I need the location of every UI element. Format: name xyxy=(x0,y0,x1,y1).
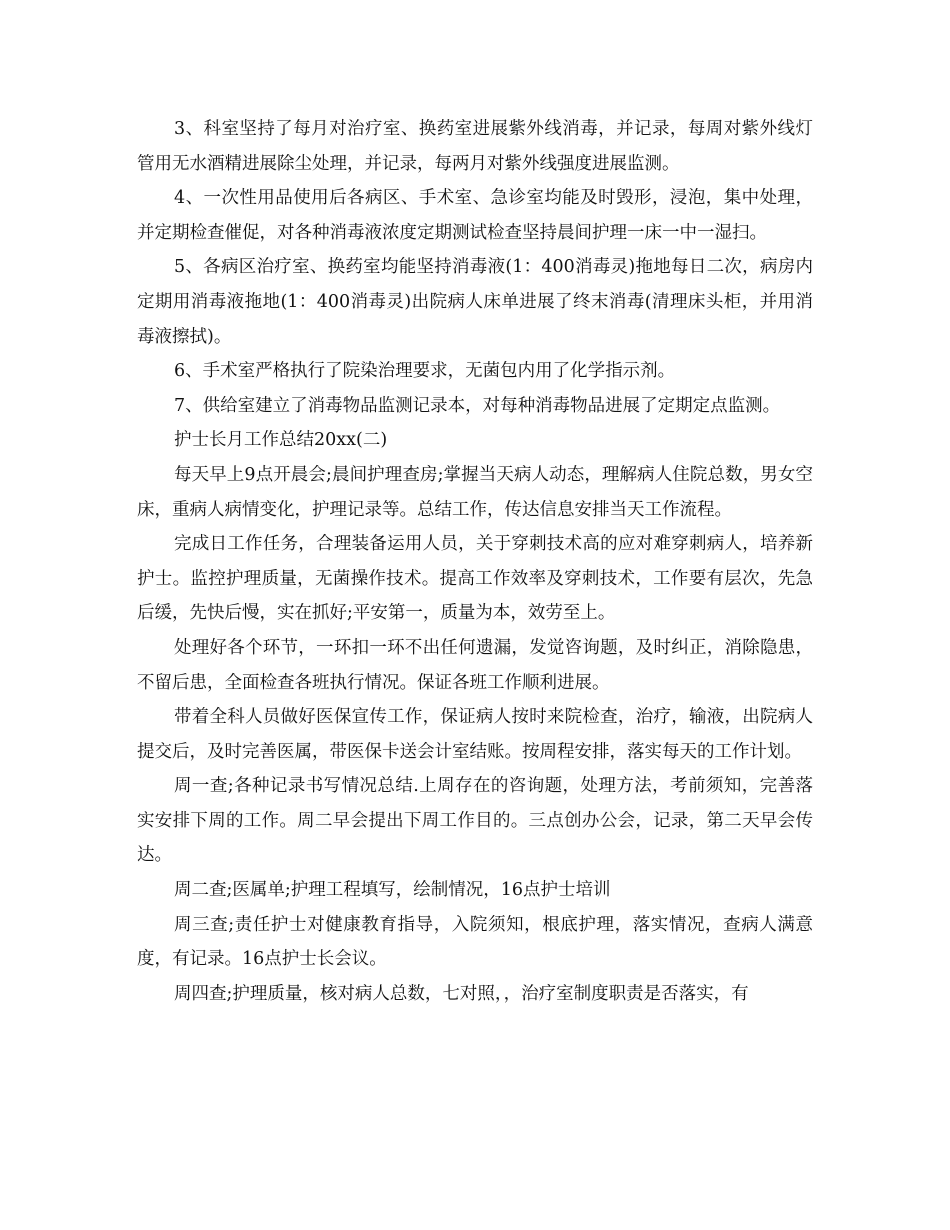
paragraph-monday: 周一查;各种记录书写情况总结.上周存在的咨询题，处理方法，考前须知，完善落实安排下周的工作。周二早会提出下周工作目的。三点创办公会，记录，第二天早会传达。 xyxy=(137,776,813,866)
paragraph-insurance-publicity: 带着全科人员做好医保宣传工作，保证病人按时来院检查，治疗，输液，出院病人提交后，及时完善医属，带医保卡送会计室结账。按周程安排，落实每天的工作计划。 xyxy=(137,707,813,762)
paragraph-wednesday: 周三查;责任护士对健康教育指导，入院须知，根底护理，落实情况，查病人满意度，有记录。16点护士长会议。 xyxy=(137,914,813,970)
paragraph-daily-tasks: 完成日工作任务，合理装备运用人员，关于穿刺技术高的应对难穿刺病人，培养新护士。监控护理质量，无菌操作技术。提高工作效率及穿刺技术，工作要有层次，先急后缓，先快后慢，实在抓好;平安第一，质量为本，效劳至上。 xyxy=(137,534,813,624)
paragraph-morning-meeting: 每天早上9点开晨会;晨间护理查房;掌握当天病人动态，理解病人住院总数，男女空床，重病人病情变化，护理记录等。总结工作，传达信息安排当天工作流程。 xyxy=(137,464,813,520)
paragraph-tuesday: 周二查;医属单;护理工程填写，绘制情况，16点护士培训 xyxy=(174,880,611,901)
paragraph-thursday: 周四查;护理质量，核对病人总数，七对照，，治疗室制度职责是否落实，有 xyxy=(174,983,749,1004)
paragraph-floor-disinfection: 5、各病区治疗室、换药室均能坚持消毒液(1：400消毒灵)拖地每日二次，病房内定期用消毒液拖地(1：400消毒灵)出院病人床单进展了终末消毒(清理床头柜，并用消毒液擦拭)。 xyxy=(137,257,813,347)
document-body xyxy=(137,112,813,1011)
paragraph-operating-room: 6、手术室严格执行了院染治理要求，无菌包内用了化学指示剂。 xyxy=(174,361,676,382)
paragraph-uv-disinfection: 3、科室坚持了每月对治疗室、换药室进展紫外线消毒，并记录，每周对紫外线灯管用无水酒精进展除尘处理，并记录，每两月对紫外线强度进展监测。 xyxy=(137,119,813,174)
paragraph-disposables: 4、一次性用品使用后各病区、手术室、急诊室均能及时毁形，浸泡，集中处理，并定期检查催促，对各种消毒液浓度定期测试检查坚持晨间护理一床一中一湿扫。 xyxy=(137,188,813,243)
paragraph-each-link: 处理好各个环节，一环扣一环不出任何遗漏，发觉咨询题，及时纠正，消除隐患，不留后患，全面检查各班执行情况。保证各班工作顺利进展。 xyxy=(137,637,813,693)
paragraph-supply-room: 7、供给室建立了消毒物品监测记录本，对每种消毒物品进展了定期定点监测。 xyxy=(174,395,781,416)
section-heading: 护士长月工作总结20xx(二) xyxy=(174,430,388,451)
